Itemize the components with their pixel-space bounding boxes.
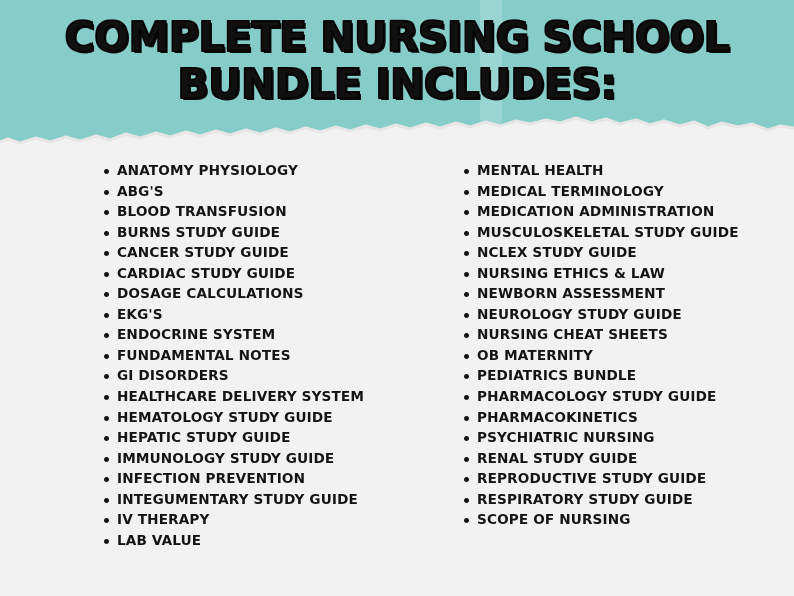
list-item-label: SCOPE OF NURSING (477, 512, 631, 529)
list-item-label: ABG'S (117, 183, 164, 200)
list-item-label: MUSCULOSKELETAL STUDY GUIDE (477, 224, 739, 241)
list-item (103, 182, 364, 203)
bullet-icon (104, 498, 109, 503)
list-item (103, 202, 364, 223)
list-item (103, 469, 364, 490)
list-item-label: PHARMACOLOGY STUDY GUIDE (477, 389, 717, 406)
list-item-label: BLOOD TRANSFUSION (117, 204, 287, 221)
bullet-icon (464, 477, 469, 482)
list-item (103, 531, 364, 552)
bullet-icon (464, 436, 469, 441)
bullet-icon (464, 272, 469, 277)
list-item (463, 243, 739, 264)
list-item (103, 387, 364, 408)
bullet-icon (104, 416, 109, 421)
bullet-icon (104, 231, 109, 236)
list-item-label: GI DISORDERS (117, 368, 229, 385)
list-item (463, 264, 739, 285)
list-item-label: ENDOCRINE SYSTEM (117, 327, 276, 344)
bullet-icon (104, 272, 109, 277)
bullet-icon (104, 477, 109, 482)
list-item-label: HEPATIC STUDY GUIDE (117, 430, 291, 447)
bullet-icon (464, 292, 469, 297)
list-item-label: OB MATERNITY (477, 347, 594, 364)
bullet-icon (104, 354, 109, 359)
list-item (103, 243, 364, 264)
list-item (103, 161, 364, 182)
bullet-icon (464, 354, 469, 359)
bullet-icon (464, 169, 469, 174)
bullet-icon (104, 374, 109, 379)
list-item-label: HEALTHCARE DELIVERY SYSTEM (117, 389, 365, 406)
list-item (463, 325, 739, 346)
bullet-icon (104, 251, 109, 256)
list-item-label: MEDICAL TERMINOLOGY (477, 183, 664, 200)
bullet-icon (464, 395, 469, 400)
bullet-icon (464, 313, 469, 318)
bullet-icon (464, 231, 469, 236)
list-item (463, 387, 739, 408)
bullet-icon (104, 395, 109, 400)
list-item (103, 223, 364, 244)
list-item-label: RENAL STUDY GUIDE (477, 450, 638, 467)
bullet-icon (104, 436, 109, 441)
list-item (103, 449, 364, 470)
list-item-label: ANATOMY PHYSIOLOGY (117, 163, 299, 179)
list-item-label: PHARMACOKINETICS (477, 409, 638, 426)
list-item (103, 366, 364, 387)
title-line-2: BUNDLE INCLUDES: (177, 60, 617, 108)
list-item (103, 305, 364, 326)
list-item (463, 366, 739, 387)
list-item-label: MEDICATION ADMINISTRATION (477, 204, 715, 221)
list-item (103, 490, 364, 511)
bullet-icon (104, 190, 109, 195)
list-item-label: CANCER STUDY GUIDE (117, 245, 289, 262)
bullet-icon (104, 333, 109, 338)
title-line-1: COMPLETE NURSING SCHOOL (64, 13, 730, 61)
list-item-label: NEUROLOGY STUDY GUIDE (477, 306, 682, 323)
list-item (103, 510, 364, 531)
list-item (463, 305, 739, 326)
bullet-icon (104, 169, 109, 174)
list-item (463, 510, 739, 531)
list-item (103, 346, 364, 367)
list-item (463, 449, 739, 470)
bullet-icon (104, 292, 109, 297)
bullet-icon (104, 313, 109, 318)
list-item (103, 284, 364, 305)
list-item-label: PEDIATRICS BUNDLE (477, 368, 637, 385)
bullet-icon (464, 210, 469, 215)
list-item (463, 161, 739, 182)
right-item-list (463, 161, 739, 531)
list-item (103, 325, 364, 346)
list-item (103, 428, 364, 449)
list-item-label: REPRODUCTIVE STUDY GUIDE (477, 471, 707, 488)
list-item-label: LAB VALUE (117, 532, 202, 549)
page-title (0, 14, 794, 108)
bullet-icon (104, 210, 109, 215)
list-item-label: CARDIAC STUDY GUIDE (117, 265, 296, 282)
list-item-label: FUNDAMENTAL NOTES (117, 347, 291, 364)
list-item-label: MENTAL HEALTH (477, 163, 604, 179)
list-item (463, 182, 739, 203)
list-item (463, 469, 739, 490)
list-item-label: NCLEX STUDY GUIDE (477, 245, 637, 262)
list-item-label: EKG'S (117, 306, 163, 323)
left-item-list (103, 161, 364, 551)
list-item (463, 202, 739, 223)
bullet-icon (464, 333, 469, 338)
list-item (103, 264, 364, 285)
list-item (463, 284, 739, 305)
list-item-label: NURSING ETHICS & LAW (477, 265, 665, 282)
list-item (103, 408, 364, 429)
list-item (463, 408, 739, 429)
list-item-label: DOSAGE CALCULATIONS (117, 286, 304, 303)
list-item-label: NEWBORN ASSESSMENT (477, 286, 666, 303)
list-item (463, 346, 739, 367)
list-item (463, 428, 739, 449)
bullet-icon (104, 518, 109, 523)
list-item-label: PSYCHIATRIC NURSING (477, 430, 655, 447)
bullet-icon (464, 251, 469, 256)
list-item-label: IMMUNOLOGY STUDY GUIDE (117, 450, 335, 467)
list-item-label: NURSING CHEAT SHEETS (477, 327, 668, 344)
list-item-label: BURNS STUDY GUIDE (117, 224, 281, 241)
list-item-label: INTEGUMENTARY STUDY GUIDE (117, 491, 358, 508)
list-item-label: RESPIRATORY STUDY GUIDE (477, 491, 693, 508)
bullet-icon (104, 539, 109, 544)
list-item (463, 223, 739, 244)
bullet-icon (104, 457, 109, 462)
bullet-icon (464, 518, 469, 523)
list-item-label: IV THERAPY (117, 512, 210, 529)
bullet-icon (464, 416, 469, 421)
bullet-icon (464, 190, 469, 195)
bullet-icon (464, 374, 469, 379)
list-item-label: HEMATOLOGY STUDY GUIDE (117, 409, 333, 426)
list-item (463, 490, 739, 511)
bullet-icon (464, 457, 469, 462)
bullet-icon (464, 498, 469, 503)
list-item-label: INFECTION PREVENTION (117, 471, 306, 488)
